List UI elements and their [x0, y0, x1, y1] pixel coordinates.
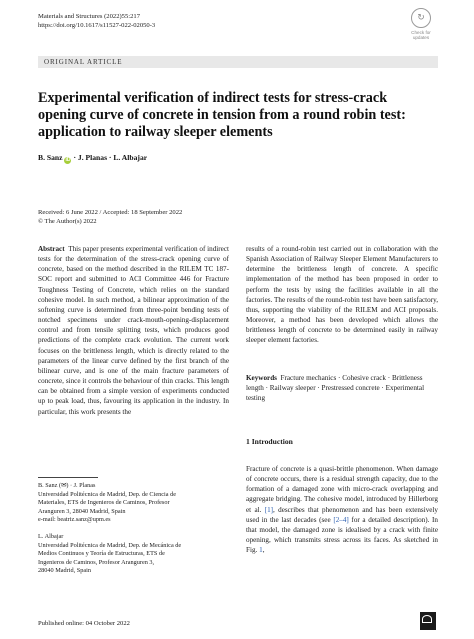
orcid-icon[interactable]: iD [65, 157, 71, 163]
badge-label-1: Check for [411, 30, 431, 35]
received-accepted: Received: 6 June 2022 / Accepted: 18 September 2022 [38, 209, 183, 216]
article-type: ORIGINAL ARTICLE [44, 57, 123, 66]
abstract-text-left: This paper presents experimental verification of indirect tests for the determination of the stress-crack opening curve of concrete, based on the method described in the RILEM TC 187-SOC report and submitted to ACI Committee 446 for Fracture Toughness Testing of Concrete, which relies on the standard cohesive model. In such method, a bilinear approximation of the softening curve is determined from three-point bending tests of notched specimens under crack-mouth-opening-displacement control and from tensile splitting tests, which produces good predictions of the complete crack evolution. The current work focuses on the brittleness length, which is directly related to the parameters of the linear curve defined by the first branch of the bilinear curve, and is one of the main fracture parameters of concrete, since it controls the behaviour of thin cracks. This length can be obtained from a simple version of experiments conducted up to peak load, thus, favouring its application in the industry. In particular, this work presents the [38, 245, 229, 416]
affiliation-2-author: L. Albajar [38, 533, 64, 540]
affiliation-1-line-3: Aranguren 3, 28040 Madrid, Spain [38, 507, 126, 515]
abstract-text-right: results of a round-robin test carried out in collaboration with the Spanish Association of Railway Sleeper Element Manufacturers to determine the brittleness length of concrete. A specific implementation of the method has been proposed in order to perform the tests by using the facilities available in all the factories. The results of the round-robin test have been satisfactory, thus, supporting the viability of the RILEM and ACI proposals. Moreover, a method has been developed which allows the brittleness length of concrete to be determined easily in railway sleeper element factories. [246, 245, 438, 345]
affiliation-2-line-4: 28040 Madrid, Spain [38, 567, 91, 574]
abstract-label: Abstract [38, 245, 65, 253]
badge-label-2: updates [412, 35, 430, 40]
introduction-text [246, 464, 438, 555]
affiliation-1-line-1: Universidad Politécnica de Madrid, Dep. de Ciencia de [38, 490, 176, 498]
author-sanz[interactable]: B. Sanz [38, 153, 63, 162]
affiliation-1-authors: B. Sanz (✉) · J. Planas [38, 482, 96, 489]
article-type-bar [38, 56, 438, 68]
keywords-text: Fracture mechanics · Cohesive crack · Brittleness length · Railway sleeper · Prestressed concrete · Experimental testing [246, 374, 425, 403]
author-others[interactable]: · J. Planas · L. Albajar [73, 153, 148, 162]
keywords-label: Keywords [246, 374, 277, 382]
affiliation-2-line-2: Medios Continuos y Teoría de Estructuras, ETS de [38, 550, 165, 557]
intro-text-a: Fracture of concrete is a quasi-brittle phenomenon. When damage of concrete occurs, there is a residual strength capacity, due to the formation of a damaged zone with micro-crack overlapping and aggregate bridging. The cohesive model, introduced by Hillerborg et al. [246, 465, 438, 514]
doi-link[interactable]: https://doi.org/10.1617/s11527-022-02050-3 [38, 22, 156, 29]
check-for-updates-badge[interactable] [406, 8, 436, 48]
affiliation-1-line-2: Materiales, ETS de Ingenieros de Caminos, Profesor [38, 499, 170, 506]
author-list [38, 153, 147, 164]
refresh-icon: ↻ [411, 8, 431, 28]
abstract-right-column [246, 244, 438, 346]
intro-text-b: , describes that phenomenon and has been extensively used in the last decades (see [246, 505, 438, 524]
section-heading: 1 Introduction [246, 437, 293, 446]
article-dates [38, 209, 182, 226]
copyright-line: © The Author(s) 2022 [38, 217, 97, 225]
affiliation-2-line-3: Ingenieros de Caminos, Profesor Aranguren 3, [38, 558, 155, 566]
affiliation-2-line-1: Universidad Politécnica de Madrid, Dep. de Mecánica de [38, 541, 182, 549]
publisher-logo-icon [420, 612, 436, 630]
author-email[interactable]: e-mail: beatriz.sanz@upm.es [38, 516, 111, 523]
footnote-divider [38, 477, 98, 478]
journal-header [38, 12, 155, 30]
affiliations [38, 482, 229, 576]
intro-text-d: , [262, 546, 265, 555]
keywords [246, 373, 438, 403]
figure-link-1[interactable]: 1 [259, 546, 263, 555]
citation-link-2[interactable]: [2–4] [333, 515, 349, 524]
paper-title: Experimental verification of indirect tests for stress-crack opening curve of concrete in tension from a round robin test: application to railway sleeper elements [38, 90, 406, 140]
intro-text-c: for a detailed description). In that model, the damaged zone is idealised by a crack with finite opening, which transmits stress across its faces. As sketched in Fig. [246, 515, 438, 555]
journal-citation: Materials and Structures (2022)55:217 [38, 13, 140, 20]
citation-link-1[interactable]: [1] [264, 505, 274, 514]
abstract-left-column [38, 244, 229, 417]
published-online: Published online: 04 October 2022 [38, 620, 130, 627]
